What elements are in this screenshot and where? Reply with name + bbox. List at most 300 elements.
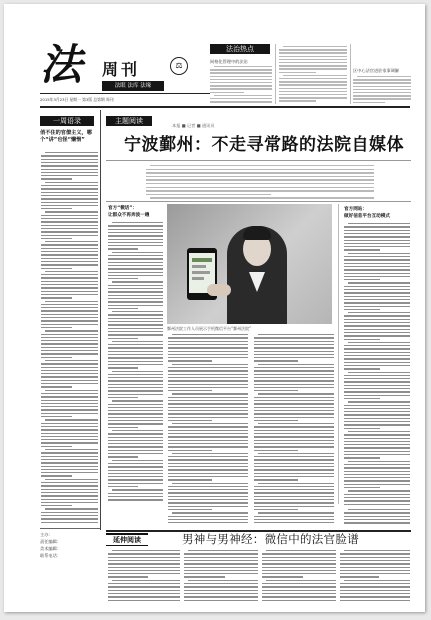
text-line <box>41 284 98 285</box>
text-line <box>184 593 258 594</box>
text-line <box>146 190 374 191</box>
text-line <box>344 315 410 316</box>
text-line <box>168 430 248 431</box>
text-line <box>214 95 272 96</box>
text-line <box>112 252 163 253</box>
text-line <box>279 81 347 82</box>
text-line <box>344 424 410 425</box>
text-line <box>258 364 334 365</box>
text-line <box>344 319 410 320</box>
footer-publisher: 主办： <box>40 532 53 537</box>
text-line <box>108 384 163 385</box>
text-line <box>344 388 410 389</box>
text-line <box>108 433 163 434</box>
text-line <box>357 76 411 77</box>
text-line <box>254 440 334 441</box>
text-line <box>41 251 98 252</box>
text-line <box>108 318 163 319</box>
text-line <box>254 370 334 371</box>
text-line <box>168 522 248 523</box>
text-line <box>344 477 410 478</box>
text-line <box>108 456 138 457</box>
text-line <box>146 176 374 177</box>
text-line <box>41 327 72 328</box>
text-line <box>258 453 334 454</box>
text-line <box>168 496 248 497</box>
text-line <box>45 241 98 242</box>
text-line <box>41 159 98 160</box>
text-line <box>184 553 258 554</box>
text-line <box>41 423 98 424</box>
text-line <box>108 387 163 388</box>
text-line <box>254 367 334 368</box>
bottom-headline: 男神与男神经：微信中的法官脸谱 <box>182 532 359 546</box>
top-item-1: 网格化管理中的法治 <box>210 59 248 64</box>
text-line <box>344 233 410 234</box>
text-line <box>150 197 374 198</box>
text-line <box>210 82 272 83</box>
text-line <box>254 522 334 523</box>
text-line <box>344 348 410 349</box>
text-line <box>41 436 98 437</box>
text-line <box>340 563 410 564</box>
text-line <box>108 410 163 411</box>
text-line <box>41 277 98 278</box>
text-line <box>254 384 334 385</box>
text-line <box>45 479 98 480</box>
text-line <box>340 596 410 597</box>
text-line <box>41 357 72 358</box>
text-line <box>108 235 163 236</box>
text-line <box>168 387 248 388</box>
text-line <box>210 72 272 73</box>
text-line <box>344 325 410 326</box>
text-line <box>112 341 163 342</box>
subhead-4: 做好信息平台互动模式 <box>344 214 390 219</box>
text-line <box>112 281 163 282</box>
text-line <box>168 417 248 418</box>
text-line <box>254 466 334 467</box>
text-line <box>41 215 98 216</box>
text-line <box>108 291 163 292</box>
text-line <box>41 304 98 305</box>
text-line <box>344 365 410 366</box>
text-line <box>210 69 272 70</box>
text-line <box>344 362 410 363</box>
text-line <box>254 516 334 517</box>
text-line <box>108 423 163 424</box>
text-line <box>45 271 98 272</box>
text-line <box>344 421 410 422</box>
text-line <box>108 440 163 441</box>
text-line <box>344 226 410 227</box>
text-line <box>344 438 410 439</box>
text-line <box>340 573 410 574</box>
text-line <box>108 344 163 345</box>
text-line <box>279 88 347 89</box>
text-line <box>168 341 248 342</box>
text-line <box>344 391 410 392</box>
text-line <box>344 256 410 257</box>
text-line <box>168 479 212 480</box>
text-line <box>344 418 410 419</box>
text-line <box>45 360 98 361</box>
text-line <box>279 56 347 57</box>
text-line <box>108 563 180 564</box>
text-line <box>348 372 410 373</box>
text-line <box>254 417 334 418</box>
text-line <box>108 479 163 480</box>
text-line <box>168 443 248 444</box>
text-line <box>344 240 410 241</box>
text-line <box>344 480 410 481</box>
text-line <box>41 310 98 311</box>
text-line <box>41 429 98 430</box>
text-line <box>41 221 98 222</box>
text-line <box>45 330 98 331</box>
left-headline: 俏不住的官僚主义，哪个“讲”也怪“懒惰” <box>40 130 92 143</box>
text-line <box>279 52 347 53</box>
text-line <box>41 274 98 275</box>
text-line <box>41 373 98 374</box>
text-line <box>344 302 410 303</box>
text-line <box>41 238 72 239</box>
issue-line: 2015年3月23日 星期一 第3版 总第期 周刊 <box>40 97 114 102</box>
text-line <box>41 469 98 470</box>
text-line <box>168 374 248 375</box>
text-line <box>168 351 248 352</box>
text-line <box>279 94 347 95</box>
text-line <box>258 423 334 424</box>
text-line <box>41 205 98 206</box>
text-line <box>41 228 98 229</box>
text-line <box>172 334 248 335</box>
text-line <box>108 334 163 335</box>
text-line <box>344 381 410 382</box>
text-line <box>254 443 334 444</box>
text-line <box>168 476 248 477</box>
text-line <box>353 89 411 90</box>
text-line <box>344 580 410 581</box>
text-line <box>108 470 163 471</box>
text-line <box>353 92 411 93</box>
footer-phone: 联系电话： <box>40 553 61 558</box>
text-line <box>254 509 298 510</box>
text-line <box>262 590 336 591</box>
text-line <box>108 288 163 289</box>
text-line <box>108 298 163 299</box>
text-line <box>344 467 410 468</box>
text-line <box>108 557 180 558</box>
text-line <box>108 265 163 266</box>
text-line <box>41 195 98 196</box>
text-line <box>41 406 98 407</box>
text-line <box>353 82 411 83</box>
text-line <box>344 487 380 488</box>
text-line <box>41 350 98 351</box>
text-line <box>184 570 258 571</box>
text-line <box>254 486 334 487</box>
text-line <box>344 269 410 270</box>
text-line <box>41 446 72 447</box>
text-line <box>279 49 347 50</box>
text-line <box>348 461 410 462</box>
text-line <box>344 385 410 386</box>
text-line <box>168 410 248 411</box>
text-line <box>168 509 212 510</box>
text-line <box>172 393 248 394</box>
text-line <box>108 255 163 256</box>
text-line <box>279 100 316 101</box>
text-line <box>258 334 334 335</box>
text-line <box>168 426 248 427</box>
text-line <box>348 431 410 432</box>
text-line <box>168 403 248 404</box>
text-line <box>210 88 272 89</box>
text-line <box>41 505 72 506</box>
text-line <box>45 419 98 420</box>
text-line <box>344 266 410 267</box>
text-line <box>41 198 98 199</box>
text-line <box>168 466 248 467</box>
text-line <box>108 586 180 587</box>
text-line <box>108 576 148 577</box>
text-line <box>262 560 336 561</box>
text-line <box>112 580 180 581</box>
text-line <box>45 182 98 183</box>
text-line <box>41 393 98 394</box>
text-line <box>168 489 248 490</box>
text-line <box>254 357 334 358</box>
text-line <box>344 408 410 409</box>
text-line <box>344 497 410 498</box>
text-line <box>41 218 98 219</box>
text-line <box>344 246 410 247</box>
text-line <box>108 407 163 408</box>
text-line <box>254 341 334 342</box>
text-line <box>344 405 410 406</box>
text-line <box>168 390 212 391</box>
text-line <box>254 426 334 427</box>
text-line <box>168 357 248 358</box>
text-line <box>41 268 72 269</box>
text-line <box>344 398 380 399</box>
text-line <box>344 368 380 369</box>
text-line <box>184 590 258 591</box>
text-line <box>262 596 336 597</box>
text-line <box>254 450 298 451</box>
text-line <box>41 225 98 226</box>
text-line <box>168 473 248 474</box>
text-line <box>344 464 410 465</box>
text-line <box>344 454 410 455</box>
text-line <box>168 367 248 368</box>
text-line <box>254 387 334 388</box>
text-line <box>344 289 410 290</box>
text-line <box>41 426 98 427</box>
text-line <box>344 519 410 520</box>
text-line <box>254 499 334 500</box>
text-line <box>168 436 248 437</box>
text-line <box>168 499 248 500</box>
text-line <box>254 351 334 352</box>
text-line <box>168 463 248 464</box>
text-line <box>41 231 98 232</box>
text-line <box>254 377 334 378</box>
text-line <box>168 456 248 457</box>
text-line <box>344 306 410 307</box>
text-line <box>108 242 163 243</box>
text-line <box>254 347 334 348</box>
text-line <box>172 364 248 365</box>
text-line <box>41 383 98 384</box>
text-line <box>41 459 98 460</box>
text-line <box>108 301 163 302</box>
text-line <box>214 66 272 67</box>
text-line <box>41 495 98 496</box>
text-line <box>108 473 163 474</box>
text-line <box>184 600 258 601</box>
text-line <box>168 354 248 355</box>
text-line <box>348 490 410 491</box>
text-line <box>344 395 410 396</box>
text-line <box>108 367 138 368</box>
text-line <box>168 360 212 361</box>
text-line <box>254 469 334 470</box>
text-line <box>262 553 336 554</box>
text-line <box>344 500 410 501</box>
text-line <box>266 580 336 581</box>
text-line <box>279 97 347 98</box>
text-line <box>41 347 98 348</box>
text-line <box>344 358 410 359</box>
text-line <box>340 567 410 568</box>
text-line <box>146 187 374 188</box>
text-line <box>254 430 334 431</box>
text-line <box>254 489 334 490</box>
text-line <box>41 320 98 321</box>
text-line <box>108 443 163 444</box>
text-line <box>254 344 334 345</box>
photo-caption: 鄞州法院工作人员展示手机微信平台“鄞州法院” <box>167 326 252 331</box>
text-line <box>168 486 248 487</box>
text-line <box>41 264 98 265</box>
text-line <box>108 593 180 594</box>
text-line <box>41 202 98 203</box>
text-line <box>41 185 98 186</box>
text-line <box>41 162 98 163</box>
text-line <box>41 175 98 176</box>
text-line <box>108 380 163 381</box>
text-line <box>210 85 272 86</box>
text-line <box>41 518 98 519</box>
text-line <box>279 59 347 60</box>
text-line <box>344 414 410 415</box>
text-line <box>168 440 248 441</box>
text-line <box>108 499 163 500</box>
text-line <box>41 261 98 262</box>
footer-art-editor: 美术编辑： <box>40 546 61 551</box>
text-line <box>41 297 72 298</box>
text-line <box>254 407 334 408</box>
text-line <box>108 496 163 497</box>
text-line <box>254 374 334 375</box>
text-line <box>168 347 248 348</box>
text-line <box>108 397 138 398</box>
main-byline: 本报 ■ 记者 ■ 通讯员 <box>172 123 215 128</box>
text-line <box>254 436 334 437</box>
text-line <box>184 560 258 561</box>
text-line <box>262 576 303 577</box>
text-line <box>344 411 410 412</box>
text-line <box>168 469 248 470</box>
text-line <box>353 98 411 99</box>
text-line <box>168 420 212 421</box>
text-line <box>108 573 180 574</box>
text-line <box>262 586 336 587</box>
text-line <box>108 324 163 325</box>
text-line <box>108 351 163 352</box>
text-line <box>108 483 163 484</box>
text-line <box>112 550 180 551</box>
text-line <box>108 476 163 477</box>
text-line <box>41 409 98 410</box>
masthead-motto: 法眼 法库 法缘 <box>102 81 164 91</box>
text-line <box>344 276 410 277</box>
text-line <box>41 324 98 325</box>
text-line <box>146 169 374 170</box>
text-line <box>254 397 334 398</box>
text-line <box>41 512 98 513</box>
text-line <box>41 403 98 404</box>
text-line <box>108 590 180 591</box>
text-line <box>108 390 163 391</box>
text-line <box>254 496 334 497</box>
text-line <box>108 377 163 378</box>
text-line <box>108 466 163 467</box>
text-line <box>108 232 163 233</box>
text-line <box>108 570 180 571</box>
text-line <box>45 449 98 450</box>
main-tag: 主题阅读 <box>106 116 152 126</box>
text-line <box>168 377 248 378</box>
text-line <box>344 249 380 250</box>
text-line <box>262 573 336 574</box>
text-line <box>210 76 272 77</box>
text-line <box>108 364 163 365</box>
text-line <box>108 486 138 487</box>
text-line <box>41 248 98 249</box>
text-line <box>344 243 410 244</box>
text-line <box>210 101 272 102</box>
text-line <box>344 329 410 330</box>
text-line <box>41 307 98 308</box>
text-line <box>108 321 163 322</box>
text-line <box>108 413 163 414</box>
text-line <box>344 352 410 353</box>
text-line <box>254 506 334 507</box>
text-line <box>108 417 163 418</box>
text-line <box>108 248 138 249</box>
text-line <box>41 396 98 397</box>
text-line <box>254 519 334 520</box>
text-line <box>254 459 334 460</box>
text-line <box>41 244 98 245</box>
text-line <box>41 188 98 189</box>
text-line <box>41 165 98 166</box>
text-line <box>258 393 334 394</box>
text-line <box>168 397 248 398</box>
